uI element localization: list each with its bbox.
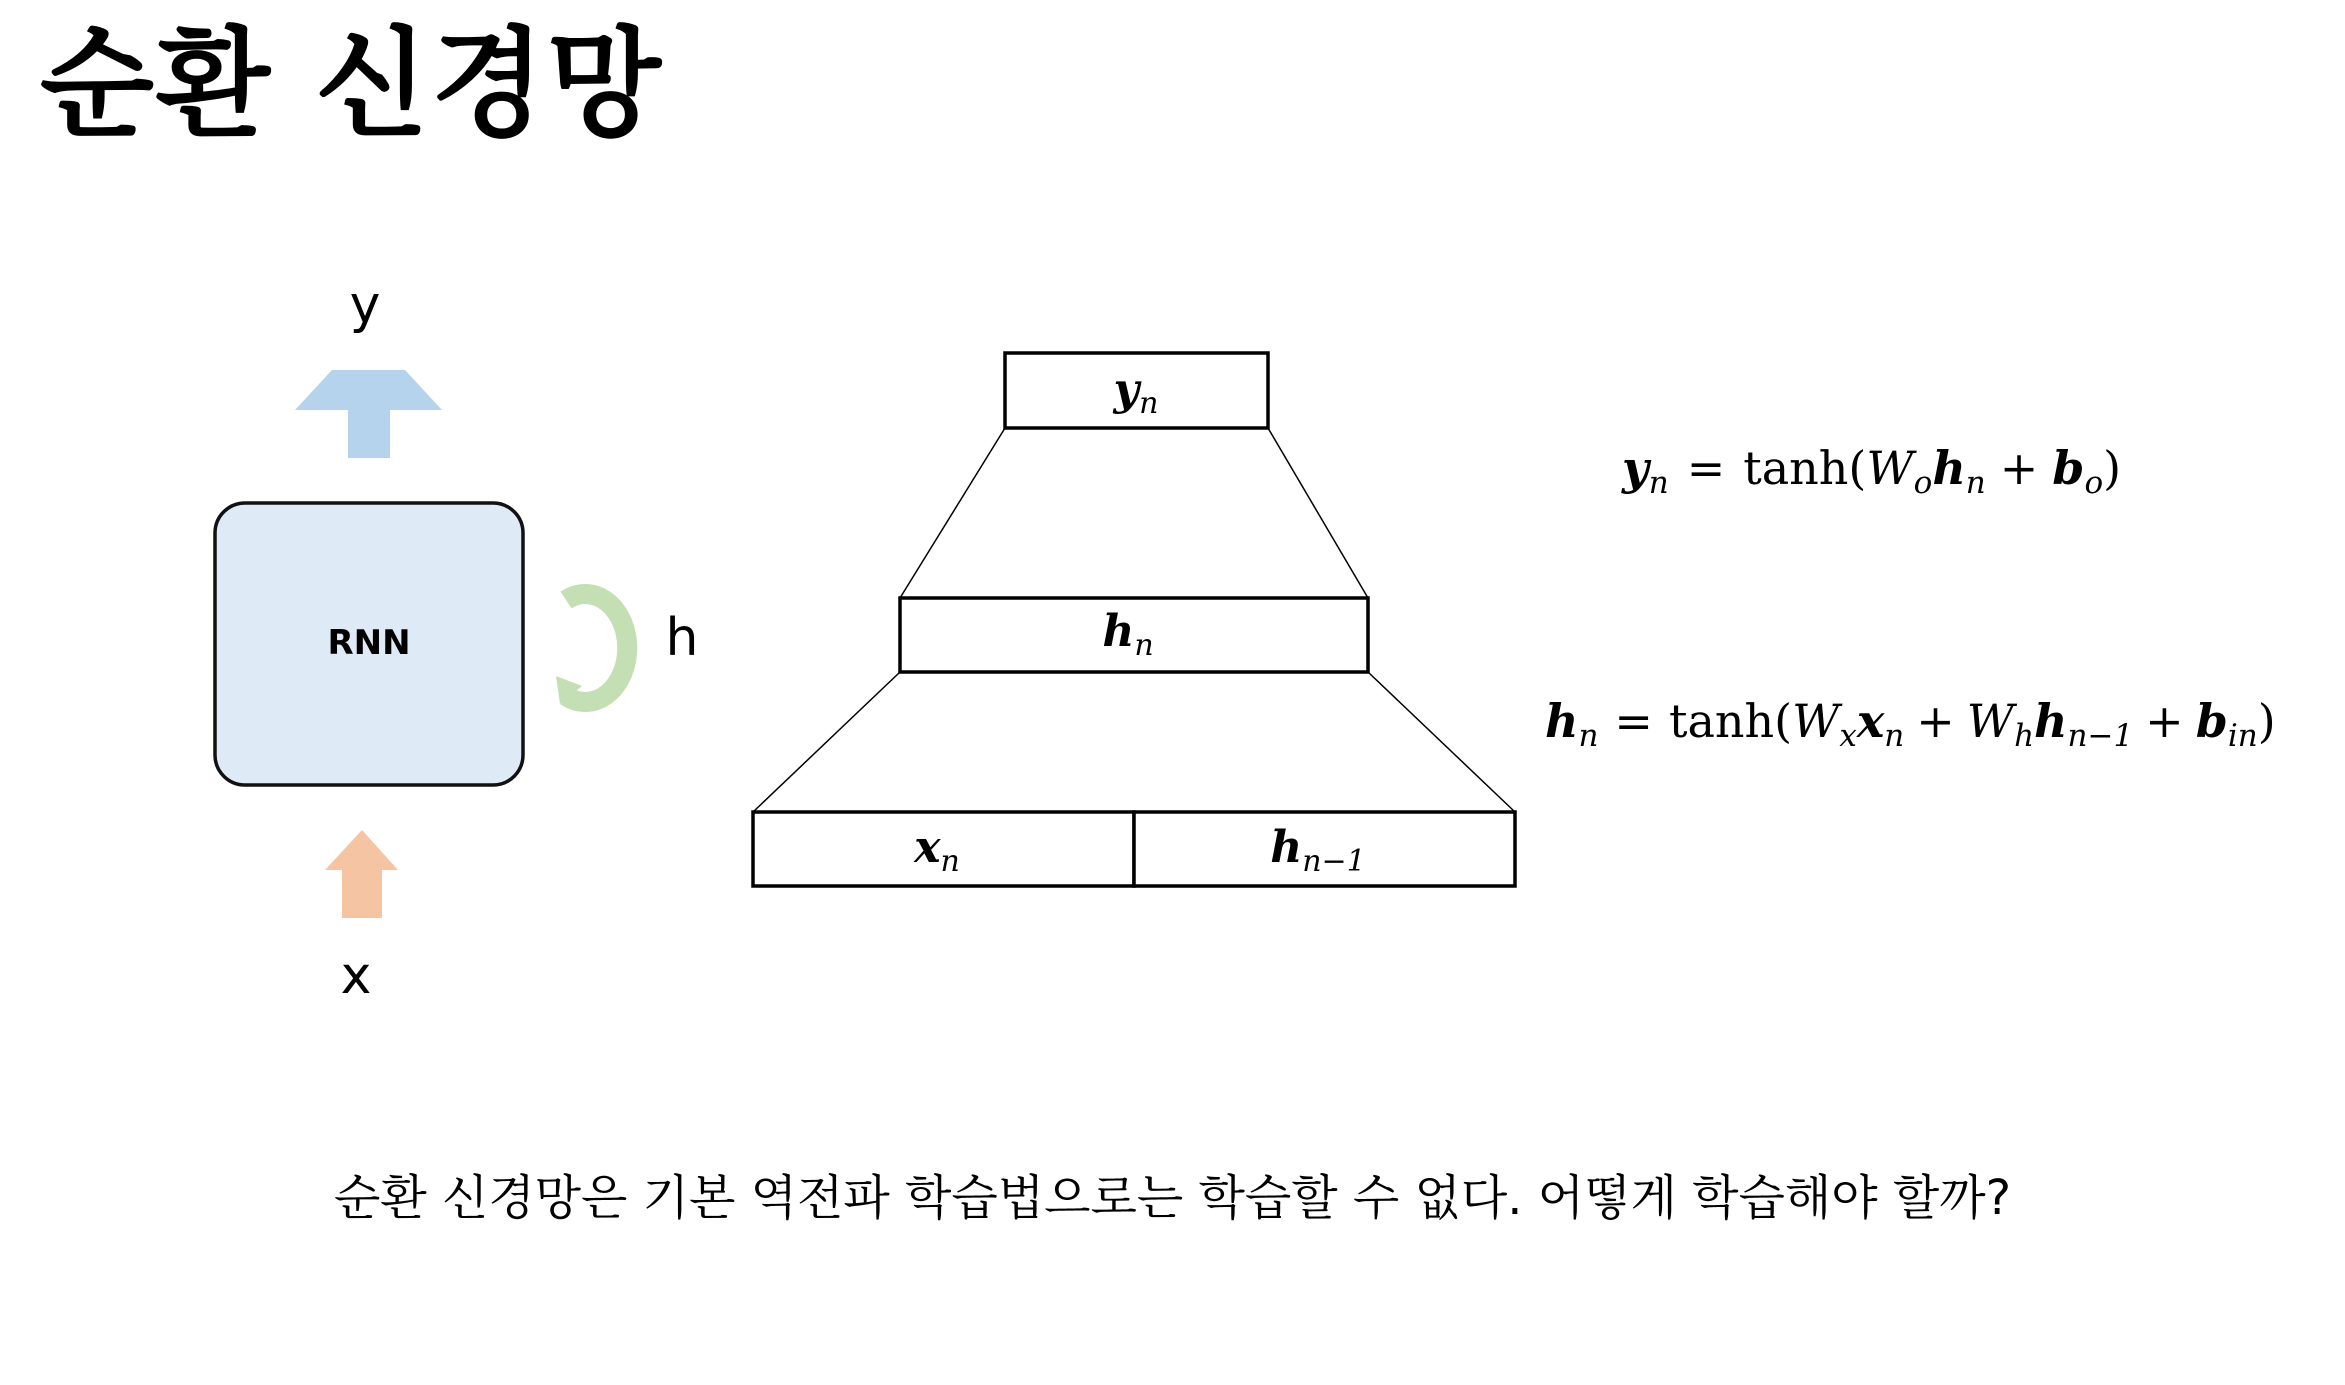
slide-caption: 순환 신경망은 기본 역전파 학습법으로는 학습할 수 없다. 어떻게 학습해야 할까? [333, 1170, 2012, 1226]
hidden-hn-text: $h_n$ [1102, 606, 1154, 663]
hidden-h-label: h [665, 608, 699, 668]
output-yn-text: $y_n$ [1113, 364, 1159, 421]
prev-hidden-text: $h_{n-1}$ [1270, 822, 1366, 879]
hidden-equation: hn = tanh(Wxxn + Whhn−1 + bin) [1545, 694, 2276, 754]
connector-line [900, 428, 1005, 598]
output-equation: yn = tanh(Wohn + bo) [1622, 441, 2122, 501]
input-xn-text: $x_n$ [914, 822, 960, 879]
rnn-box-label: RNN [327, 623, 411, 663]
output-y-label: y [349, 275, 381, 335]
input-arrow-icon [325, 830, 398, 918]
slide-title: 순환 신경망 [40, 15, 664, 153]
connector-line [1268, 428, 1368, 598]
connector-line [753, 672, 900, 812]
output-arrow-icon [295, 370, 442, 458]
connector-line [1368, 672, 1515, 812]
input-x-label: x [340, 946, 372, 1006]
